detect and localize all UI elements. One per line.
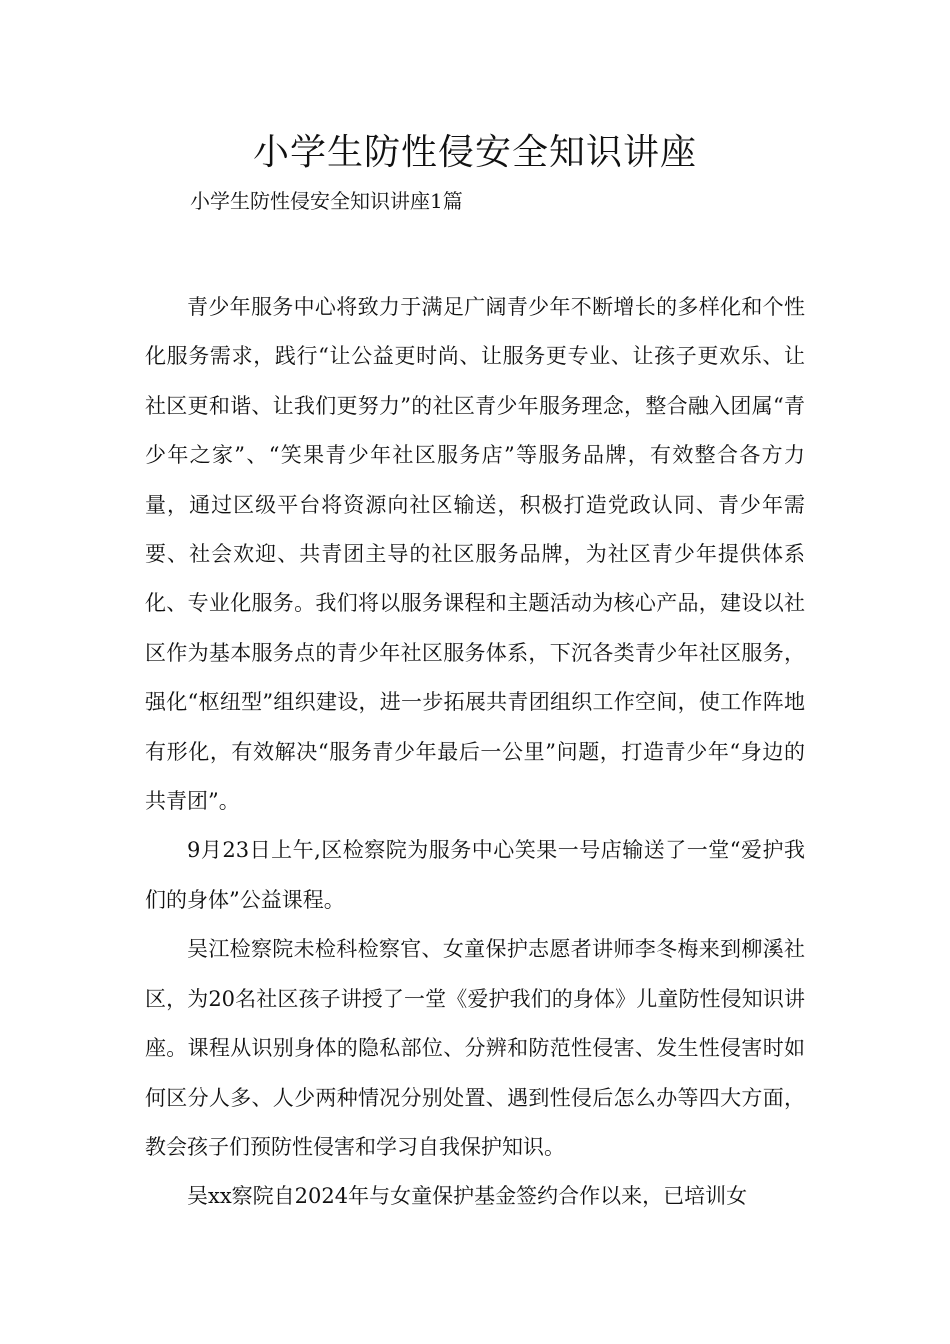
- document-body: [145, 283, 805, 1222]
- paragraph-3: 吴江检察院未检科检察官、女童保护志愿者讲师李冬梅来到柳溪社区，为20名社区孩子讲授了一堂《爱护我们的身体》儿童防性侵知识讲座。课程从识别身体的隐私部位、分辨和防范性侵害、发生性侵害时如何区分人多、人少两种情况分别处置、遇到性侵后怎么办等四大方面，教会孩子们预防性侵害和学习自我保护知识。: [145, 937, 805, 1159]
- document-title: 小学生防性侵安全知识讲座: [252, 132, 697, 173]
- paragraph-4: 吴xx察院自2024年与女童保护基金签约合作以来，已培训女: [187, 1184, 748, 1209]
- document-subtitle: 小学生防性侵安全知识讲座1篇: [190, 189, 463, 213]
- paragraph-1: 青少年服务中心将致力于满足广阔青少年不断增长的多样化和个性化服务需求，践行“让公益更时尚、让服务更专业、让孩子更欢乐、让社区更和谐、让我们更努力”的社区青少年服务理念，整合融入团属“青少年之家”、“笑果青少年社区服务店”等服务品牌，有效整合各方力量，通过区级平台将资源向社区输送，积极打造党政认同、青少年需要、社会欢迎、共青团主导的社区服务品牌，为社区青少年提供体系化、专业化服务。我们将以服务课程和主题活动为核心产品，建设以社区作为基本服务点的青少年社区服务体系，下沉各类青少年社区服务，强化“枢纽型”组织建设，进一步拓展共青团组织工作空间，使工作阵地有形化，有效解决“服务青少年最后一公里”问题，打造青少年“身边的共青团”。: [145, 295, 805, 814]
- paragraph-2: 9月23日上午,区检察院为服务中心笑果一号店输送了一堂“爱护我们的身体”公益课程。: [145, 838, 805, 912]
